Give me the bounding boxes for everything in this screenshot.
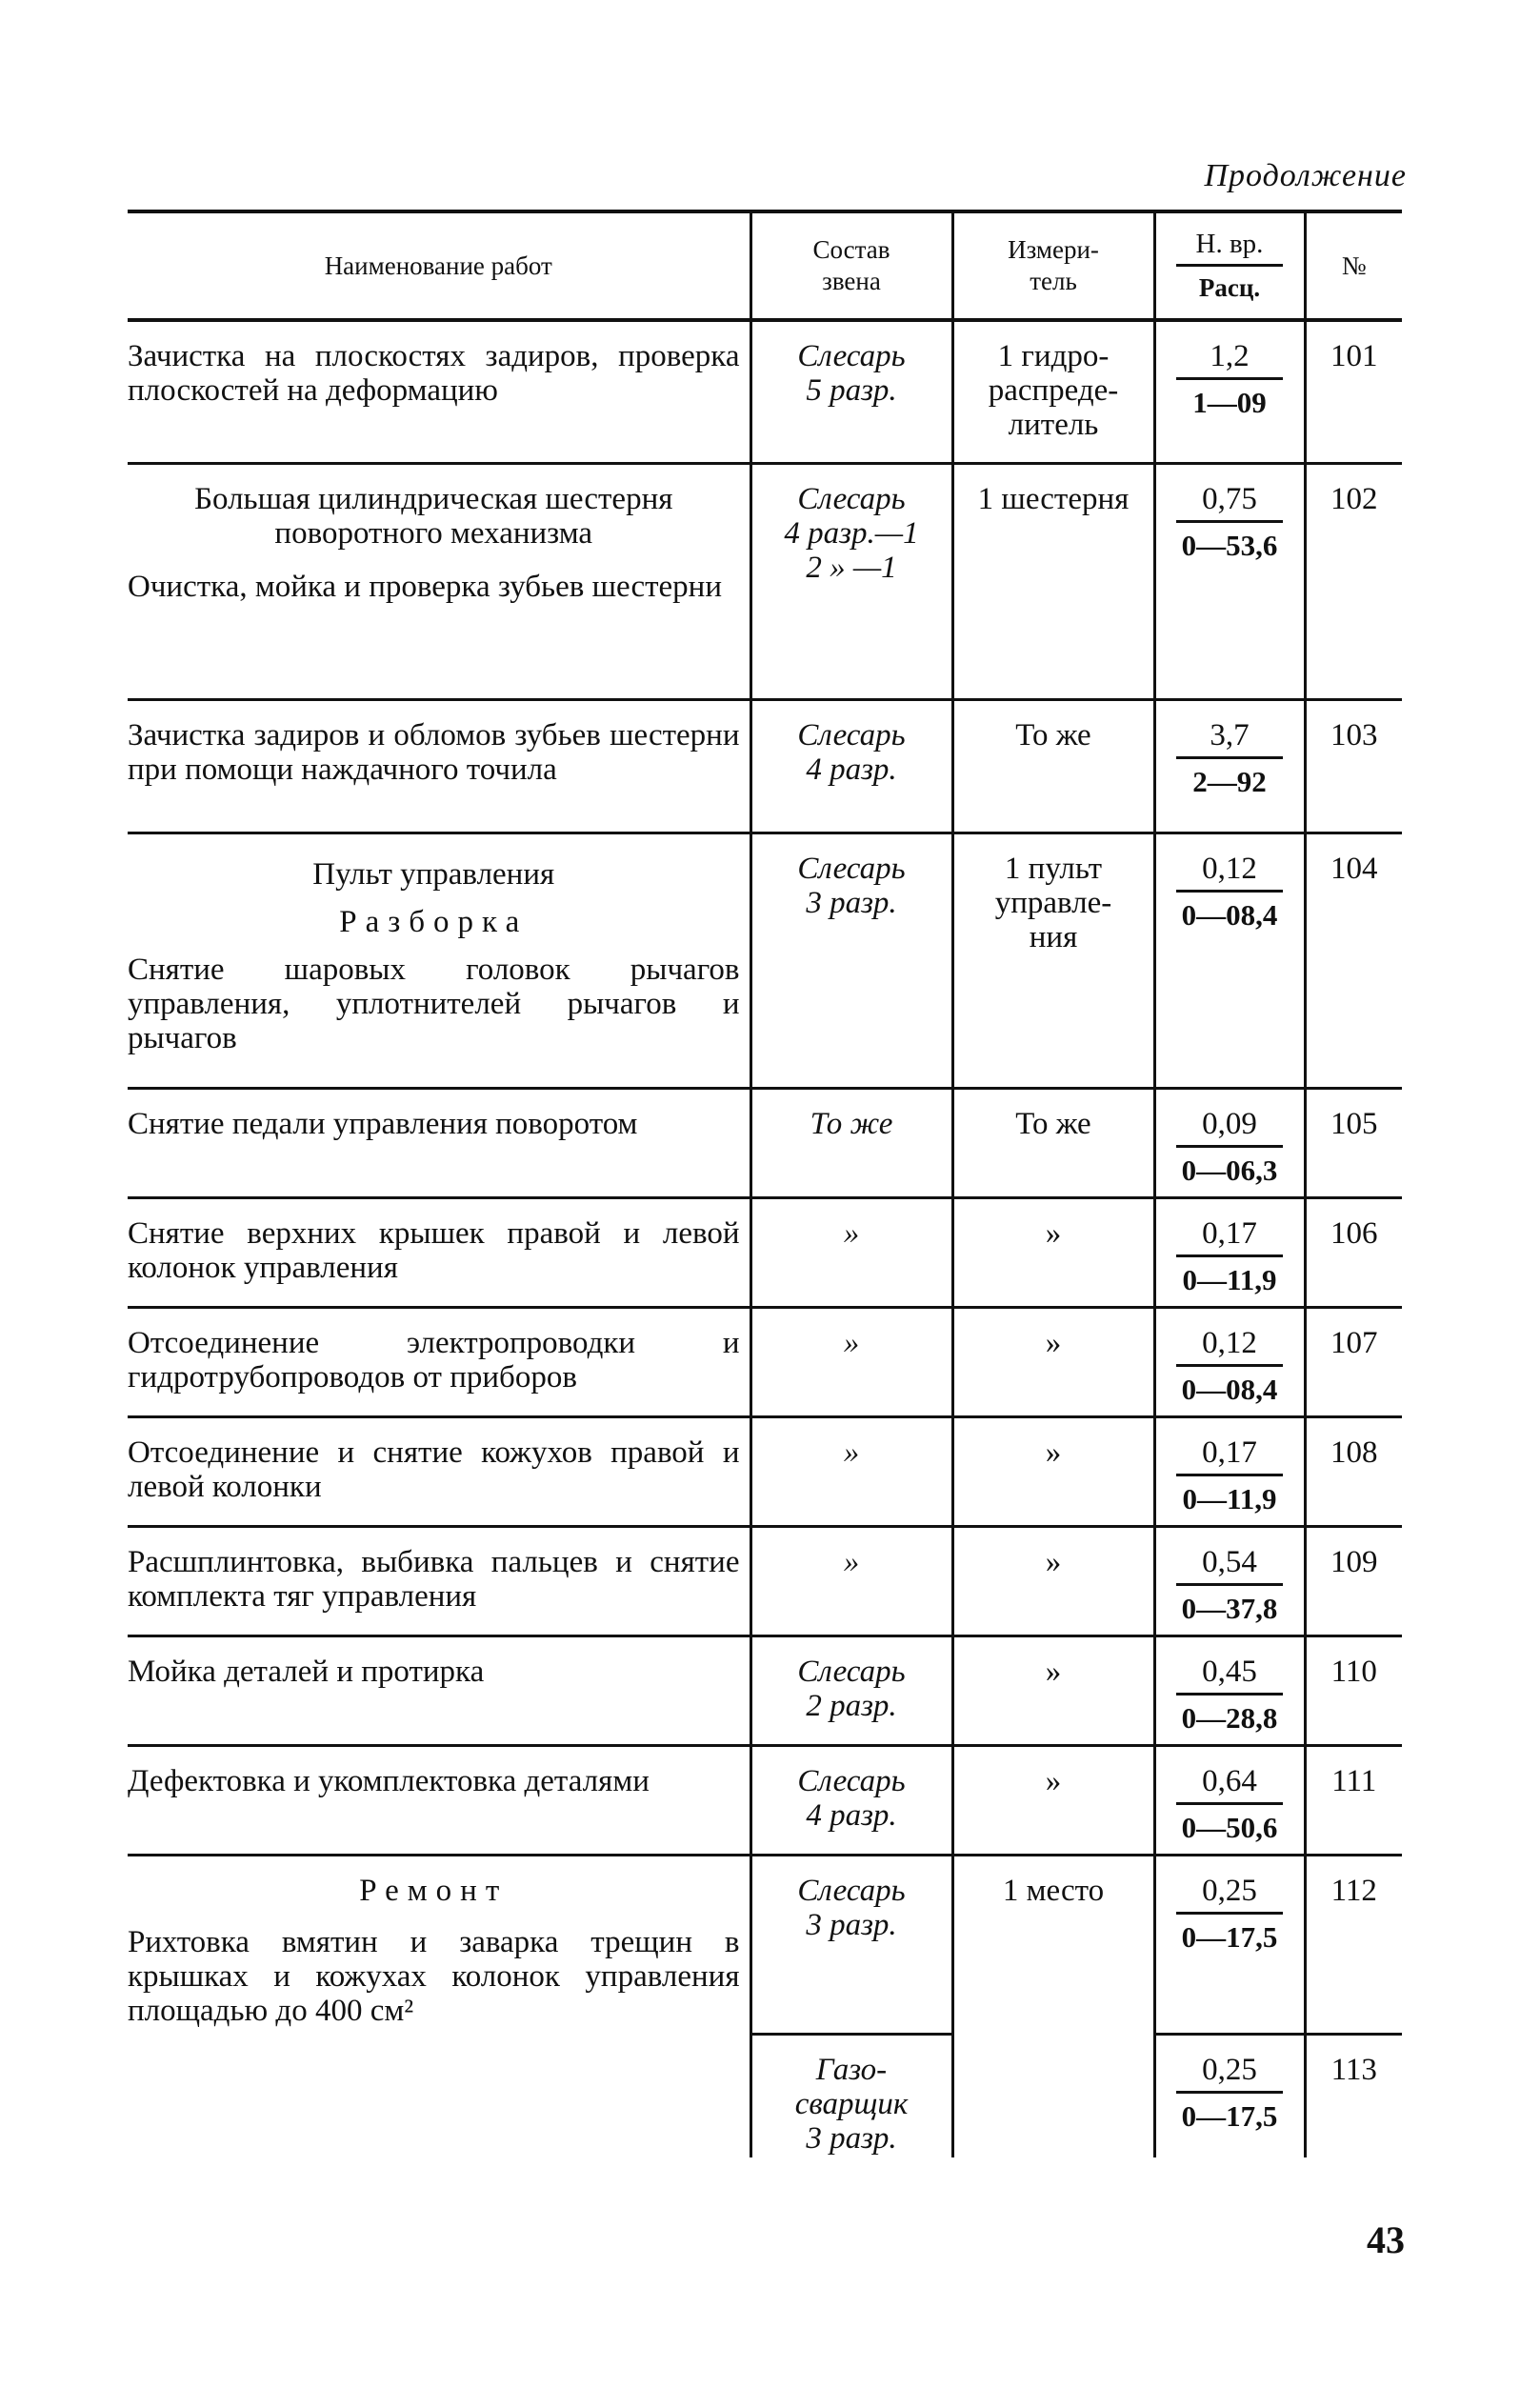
norm-rate-cell: $\frac{0,17}{0—11,9}$ xyxy=(1154,1416,1305,1526)
meter-cell: » xyxy=(952,1416,1154,1526)
work-name: Отсоединение электропроводки и гидротрубопроводов от приборов xyxy=(128,1307,750,1416)
table-row xyxy=(128,699,1402,833)
table-row xyxy=(128,1526,1402,1635)
meter-cell: » xyxy=(952,1745,1154,1855)
work-name: Пульт управления Разборка Снятие шаровых головок рычагов управления, уплотнителей рычагов и рычагов xyxy=(128,833,750,1088)
row-number: 105 xyxy=(1305,1088,1402,1197)
section-title: Ремонт xyxy=(359,1873,509,1908)
table-row xyxy=(128,463,1402,699)
norm-rate-cell: $\frac{0,25}{0—17,5}$ xyxy=(1154,1855,1305,2034)
crew-cell: То же xyxy=(750,1088,952,1197)
table-row xyxy=(128,1307,1402,1416)
norm-rate-cell: $\frac{0,17}{0—11,9}$ xyxy=(1154,1197,1305,1307)
subsection-title: Разборка xyxy=(339,904,529,939)
crew-cell: Слесарь 4 разр. xyxy=(750,1745,952,1855)
meter-cell: 1 пульт управле- ния xyxy=(952,833,1154,1088)
work-name: Ремонт Рихтовка вмятин и заварка трещин в крышках и кожухах колонок управления площадью до 400 см² xyxy=(128,1855,750,2157)
row-number: 112 xyxy=(1305,1855,1402,2034)
crew-cell: » xyxy=(750,1307,952,1416)
work-name: Снятие педали управления поворотом xyxy=(128,1088,750,1197)
row-number: 102 xyxy=(1305,463,1402,699)
norm-rate-cell: $\frac{3,7}{2—92}$ xyxy=(1154,699,1305,833)
row-number: 109 xyxy=(1305,1526,1402,1635)
meter-cell: То же xyxy=(952,1088,1154,1197)
crew-cell: Слесарь 3 разр. xyxy=(750,1855,952,2034)
crew-cell: Слесарь 4 разр. xyxy=(750,699,952,833)
crew-cell: Слесарь 5 разр. xyxy=(750,320,952,463)
crew-cell: Слесарь 3 разр. xyxy=(750,833,952,1088)
table-row xyxy=(128,320,1402,463)
meter-cell: » xyxy=(952,1526,1154,1635)
crew-cell: » xyxy=(750,1526,952,1635)
table-row xyxy=(128,833,1402,1088)
meter-cell: 1 место xyxy=(952,1855,1154,2157)
table-row xyxy=(128,1635,1402,1745)
header-name: Наименование работ xyxy=(128,211,750,320)
row-number: 108 xyxy=(1305,1416,1402,1526)
row-number: 113 xyxy=(1305,2034,1402,2157)
meter-cell: » xyxy=(952,1197,1154,1307)
row-number: 107 xyxy=(1305,1307,1402,1416)
meter-cell: 1 шестерня xyxy=(952,463,1154,699)
work-name: Расшплинтовка, выбивка пальцев и снятие комплекта тяг управления xyxy=(128,1526,750,1635)
header-norm: $\frac{Н. вр.}{\text{Расц.}}$ xyxy=(1154,211,1305,320)
row-number: 106 xyxy=(1305,1197,1402,1307)
section-title: Пульт управления xyxy=(312,856,555,892)
norm-rate-cell: $\frac{1,2}{1—09}$ xyxy=(1154,320,1305,463)
work-name: Мойка деталей и протирка xyxy=(128,1635,750,1745)
page-number: 43 xyxy=(1367,2218,1405,2261)
meter-cell: 1 гидро- распреде- литель xyxy=(952,320,1154,463)
crew-cell: Слесарь 2 разр. xyxy=(750,1635,952,1745)
table-row xyxy=(128,1745,1402,1855)
table-row xyxy=(128,1855,1402,2034)
row-number: 111 xyxy=(1305,1745,1402,1855)
norm-rate-cell: $\frac{0,09}{0—06,3}$ xyxy=(1154,1088,1305,1197)
table-row xyxy=(128,1088,1402,1197)
meter-cell: » xyxy=(952,1635,1154,1745)
table-header-row xyxy=(128,211,1402,320)
crew-cell: » xyxy=(750,1416,952,1526)
norm-rate-cell: $\frac{0,12}{0—08,4}$ xyxy=(1154,833,1305,1088)
norm-rate-cell: $\frac{0,64}{0—50,6}$ xyxy=(1154,1745,1305,1855)
row-number: 104 xyxy=(1305,833,1402,1088)
work-name: Отсоединение и снятие кожухов правой и левой колонки xyxy=(128,1416,750,1526)
table-row xyxy=(128,1416,1402,1526)
header-crew: Состав звена xyxy=(750,211,952,320)
header-number: № xyxy=(1305,211,1402,320)
section-title: Большая цилиндрическая шестерня поворотного механизма xyxy=(194,481,673,551)
continued-label: Продолжение xyxy=(1204,158,1407,193)
work-name: Дефектовка и укомплектовка деталями xyxy=(128,1745,750,1855)
norm-rate-cell: $\frac{0,12}{0—08,4}$ xyxy=(1154,1307,1305,1416)
norm-rate-cell: $\frac{0,54}{0—37,8}$ xyxy=(1154,1526,1305,1635)
work-name: Зачистка задиров и обломов зубьев шестерни при помощи наждачного точила xyxy=(128,699,750,833)
norm-rate-cell: $\frac{0,75}{0—53,6}$ xyxy=(1154,463,1305,699)
norm-rate-cell: $\frac{0,25}{0—17,5}$ xyxy=(1154,2034,1305,2157)
row-number: 110 xyxy=(1305,1635,1402,1745)
work-norms-table xyxy=(128,210,1402,2157)
meter-cell: То же xyxy=(952,699,1154,833)
norm-rate-cell: $\frac{0,45}{0—28,8}$ xyxy=(1154,1635,1305,1745)
work-name: Большая цилиндрическая шестерня поворотного механизма Очистка, мойка и проверка зубьев шестерни xyxy=(128,463,750,699)
work-name: Снятие верхних крышек правой и левой колонок управления xyxy=(128,1197,750,1307)
header-meter: Измери- тель xyxy=(952,211,1154,320)
row-number: 103 xyxy=(1305,699,1402,833)
table-row xyxy=(128,1197,1402,1307)
row-number: 101 xyxy=(1305,320,1402,463)
work-name: Зачистка на плоскостях задиров, проверка плоскостей на деформацию xyxy=(128,320,750,463)
crew-cell: Слесарь 4 разр.—1 2 » —1 xyxy=(750,463,952,699)
meter-cell: » xyxy=(952,1307,1154,1416)
crew-cell: Газо- сварщик 3 разр. xyxy=(750,2034,952,2157)
crew-cell: » xyxy=(750,1197,952,1307)
